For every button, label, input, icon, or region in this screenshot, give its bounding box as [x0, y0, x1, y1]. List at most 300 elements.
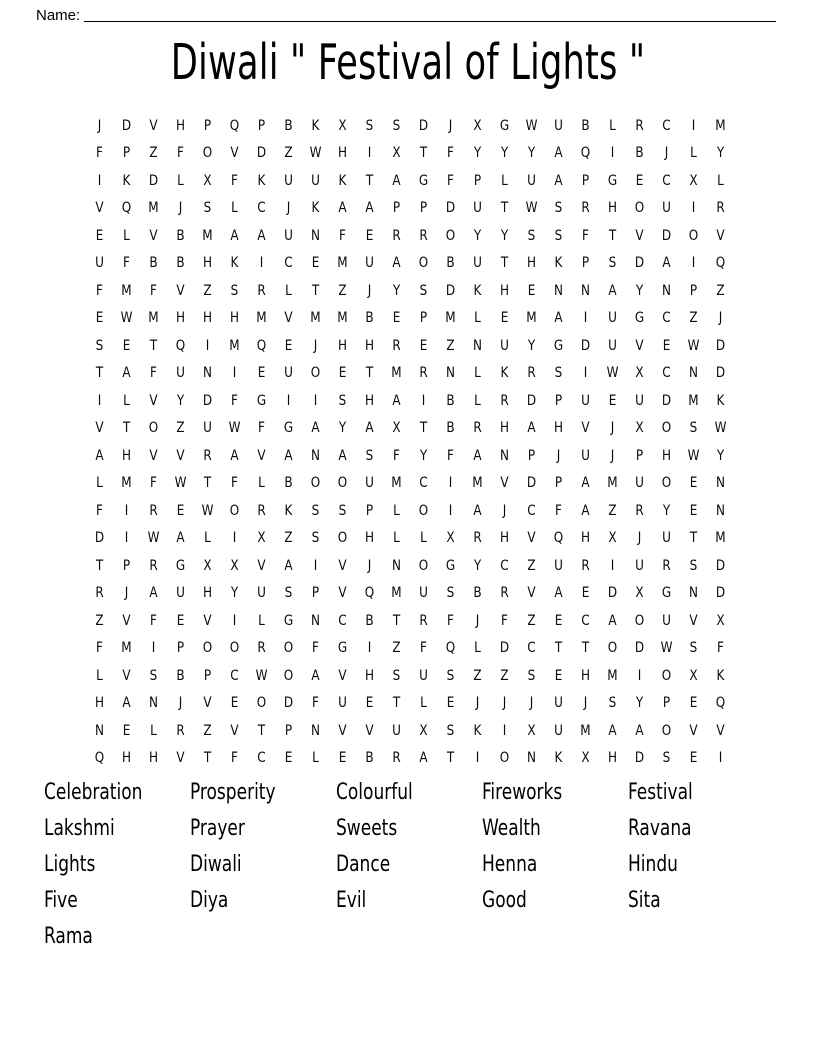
- grid-letter[interactable]: X: [527, 722, 536, 739]
- grid-letter[interactable]: A: [554, 310, 563, 327]
- grid-letter[interactable]: U: [662, 200, 671, 217]
- grid-letter[interactable]: S: [554, 365, 563, 382]
- grid-letter[interactable]: O: [418, 255, 429, 272]
- grid-letter[interactable]: I: [421, 392, 426, 409]
- grid-letter[interactable]: G: [418, 172, 429, 189]
- grid-letter[interactable]: A: [554, 145, 563, 162]
- grid-letter[interactable]: Q: [580, 145, 591, 162]
- grid-letter[interactable]: Y: [473, 557, 482, 574]
- grid-letter[interactable]: J: [529, 695, 534, 712]
- grid-letter[interactable]: L: [150, 722, 157, 739]
- grid-letter[interactable]: B: [284, 475, 293, 492]
- grid-letter[interactable]: U: [527, 172, 536, 189]
- grid-letter[interactable]: F: [447, 447, 454, 464]
- grid-letter[interactable]: F: [96, 640, 103, 657]
- grid-letter[interactable]: V: [338, 585, 347, 602]
- grid-letter[interactable]: L: [609, 117, 616, 134]
- grid-letter[interactable]: I: [610, 557, 615, 574]
- grid-letter[interactable]: G: [175, 557, 186, 574]
- grid-letter[interactable]: O: [202, 640, 213, 657]
- grid-letter[interactable]: I: [313, 392, 318, 409]
- grid-letter[interactable]: I: [259, 255, 264, 272]
- grid-letter[interactable]: V: [257, 557, 266, 574]
- grid-letter[interactable]: R: [581, 557, 590, 574]
- grid-letter[interactable]: I: [691, 200, 696, 217]
- grid-letter[interactable]: P: [122, 145, 131, 162]
- grid-letter[interactable]: P: [581, 172, 590, 189]
- grid-letter[interactable]: F: [231, 392, 238, 409]
- grid-letter[interactable]: C: [419, 475, 428, 492]
- grid-letter[interactable]: E: [122, 722, 131, 739]
- grid-letter[interactable]: H: [580, 667, 591, 684]
- grid-letter[interactable]: P: [554, 392, 563, 409]
- word-list-item[interactable]: Colourful: [336, 780, 413, 805]
- grid-letter[interactable]: U: [581, 447, 590, 464]
- grid-letter[interactable]: P: [203, 667, 212, 684]
- grid-letter[interactable]: U: [392, 722, 401, 739]
- grid-letter[interactable]: H: [499, 282, 510, 299]
- grid-letter[interactable]: I: [232, 530, 237, 547]
- grid-letter[interactable]: U: [284, 365, 293, 382]
- grid-letter[interactable]: C: [230, 667, 239, 684]
- grid-letter[interactable]: U: [662, 612, 671, 629]
- grid-letter[interactable]: S: [554, 227, 563, 244]
- grid-letter[interactable]: X: [689, 667, 698, 684]
- grid-letter[interactable]: W: [525, 117, 538, 134]
- grid-letter[interactable]: J: [583, 695, 588, 712]
- grid-letter[interactable]: I: [367, 640, 372, 657]
- grid-letter[interactable]: C: [662, 117, 671, 134]
- grid-letter[interactable]: U: [176, 365, 185, 382]
- grid-letter[interactable]: K: [122, 172, 131, 189]
- grid-letter[interactable]: L: [177, 172, 184, 189]
- grid-letter[interactable]: E: [122, 337, 131, 354]
- grid-letter[interactable]: V: [365, 722, 374, 739]
- grid-letter[interactable]: R: [203, 447, 212, 464]
- grid-letter[interactable]: J: [718, 310, 723, 327]
- grid-letter[interactable]: I: [583, 365, 588, 382]
- grid-letter[interactable]: D: [526, 475, 537, 492]
- grid-letter[interactable]: J: [610, 447, 615, 464]
- grid-letter[interactable]: I: [448, 475, 453, 492]
- grid-letter[interactable]: A: [122, 365, 131, 382]
- grid-letter[interactable]: N: [662, 282, 671, 299]
- grid-letter[interactable]: I: [475, 750, 480, 767]
- grid-letter[interactable]: H: [364, 392, 375, 409]
- grid-letter[interactable]: T: [500, 255, 509, 272]
- grid-letter[interactable]: V: [176, 750, 185, 767]
- grid-letter[interactable]: Z: [608, 502, 617, 519]
- grid-letter[interactable]: V: [149, 392, 158, 409]
- grid-letter[interactable]: P: [257, 117, 266, 134]
- word-list-item[interactable]: Diya: [190, 888, 229, 913]
- grid-letter[interactable]: L: [474, 392, 481, 409]
- grid-letter[interactable]: U: [662, 530, 671, 547]
- grid-letter[interactable]: C: [257, 200, 266, 217]
- grid-letter[interactable]: S: [311, 502, 320, 519]
- grid-letter[interactable]: D: [94, 530, 105, 547]
- word-list-item[interactable]: Celebration: [44, 780, 143, 805]
- grid-letter[interactable]: V: [95, 200, 104, 217]
- grid-letter[interactable]: H: [148, 750, 159, 767]
- grid-letter[interactable]: O: [283, 640, 294, 657]
- grid-letter[interactable]: H: [94, 695, 105, 712]
- grid-letter[interactable]: H: [364, 530, 375, 547]
- grid-letter[interactable]: L: [717, 172, 724, 189]
- grid-letter[interactable]: O: [634, 612, 645, 629]
- grid-letter[interactable]: H: [526, 255, 537, 272]
- grid-letter[interactable]: E: [95, 310, 104, 327]
- grid-letter[interactable]: N: [311, 227, 320, 244]
- grid-letter[interactable]: U: [257, 585, 266, 602]
- grid-letter[interactable]: F: [555, 502, 562, 519]
- grid-letter[interactable]: J: [475, 695, 480, 712]
- grid-letter[interactable]: A: [527, 420, 536, 437]
- grid-letter[interactable]: F: [312, 695, 319, 712]
- grid-letter[interactable]: D: [715, 585, 726, 602]
- grid-letter[interactable]: J: [502, 695, 507, 712]
- word-list-item[interactable]: Diwali: [190, 852, 242, 877]
- grid-letter[interactable]: D: [715, 365, 726, 382]
- grid-letter[interactable]: D: [661, 227, 672, 244]
- grid-letter[interactable]: F: [231, 750, 238, 767]
- grid-letter[interactable]: V: [230, 722, 239, 739]
- grid-letter[interactable]: E: [635, 172, 644, 189]
- grid-letter[interactable]: W: [228, 420, 241, 437]
- grid-letter[interactable]: H: [121, 750, 132, 767]
- grid-letter[interactable]: S: [338, 502, 347, 519]
- grid-letter[interactable]: E: [446, 695, 455, 712]
- grid-letter[interactable]: Y: [338, 420, 347, 437]
- grid-letter[interactable]: T: [203, 750, 212, 767]
- grid-letter[interactable]: A: [257, 227, 266, 244]
- grid-letter[interactable]: T: [581, 640, 590, 657]
- grid-letter[interactable]: U: [473, 255, 482, 272]
- grid-letter[interactable]: K: [554, 750, 563, 767]
- grid-letter[interactable]: V: [689, 722, 698, 739]
- grid-letter[interactable]: R: [662, 557, 671, 574]
- grid-letter[interactable]: X: [473, 117, 482, 134]
- grid-letter[interactable]: Q: [121, 200, 132, 217]
- grid-letter[interactable]: B: [365, 612, 374, 629]
- grid-letter[interactable]: L: [690, 145, 697, 162]
- grid-letter[interactable]: S: [527, 667, 536, 684]
- grid-letter[interactable]: M: [715, 117, 726, 134]
- grid-letter[interactable]: S: [311, 530, 320, 547]
- grid-letter[interactable]: L: [258, 612, 265, 629]
- grid-letter[interactable]: P: [284, 722, 293, 739]
- grid-letter[interactable]: W: [660, 640, 673, 657]
- grid-letter[interactable]: I: [610, 145, 615, 162]
- grid-letter[interactable]: O: [229, 502, 240, 519]
- grid-letter[interactable]: I: [124, 530, 129, 547]
- grid-letter[interactable]: Z: [446, 337, 455, 354]
- grid-letter[interactable]: A: [554, 585, 563, 602]
- grid-letter[interactable]: K: [230, 255, 239, 272]
- grid-letter[interactable]: O: [661, 667, 672, 684]
- grid-letter[interactable]: N: [500, 447, 509, 464]
- grid-letter[interactable]: O: [607, 640, 618, 657]
- grid-letter[interactable]: O: [661, 722, 672, 739]
- grid-letter[interactable]: M: [202, 227, 213, 244]
- grid-letter[interactable]: E: [608, 392, 617, 409]
- grid-letter[interactable]: S: [554, 200, 563, 217]
- grid-letter[interactable]: D: [715, 337, 726, 354]
- grid-letter[interactable]: H: [229, 310, 240, 327]
- grid-letter[interactable]: T: [365, 172, 374, 189]
- grid-letter[interactable]: X: [635, 365, 644, 382]
- grid-letter[interactable]: N: [203, 365, 212, 382]
- grid-letter[interactable]: Z: [95, 612, 104, 629]
- grid-letter[interactable]: A: [338, 447, 347, 464]
- grid-letter[interactable]: L: [96, 475, 103, 492]
- grid-letter[interactable]: H: [364, 337, 375, 354]
- grid-letter[interactable]: H: [553, 420, 564, 437]
- grid-letter[interactable]: H: [175, 117, 186, 134]
- grid-letter[interactable]: N: [95, 722, 104, 739]
- grid-letter[interactable]: E: [689, 695, 698, 712]
- grid-letter[interactable]: O: [418, 502, 429, 519]
- grid-letter[interactable]: T: [608, 227, 617, 244]
- word-search-grid[interactable]: [86, 112, 734, 772]
- grid-letter[interactable]: A: [581, 502, 590, 519]
- grid-letter[interactable]: U: [635, 392, 644, 409]
- grid-letter[interactable]: D: [445, 200, 456, 217]
- grid-letter[interactable]: A: [311, 667, 320, 684]
- grid-letter[interactable]: E: [365, 227, 374, 244]
- grid-letter[interactable]: F: [150, 282, 157, 299]
- grid-letter[interactable]: Z: [527, 612, 536, 629]
- grid-letter[interactable]: Z: [176, 420, 185, 437]
- grid-letter[interactable]: G: [634, 310, 645, 327]
- grid-letter[interactable]: R: [149, 502, 158, 519]
- grid-letter[interactable]: N: [392, 557, 401, 574]
- grid-letter[interactable]: X: [716, 612, 725, 629]
- grid-letter[interactable]: K: [284, 502, 293, 519]
- grid-letter[interactable]: D: [121, 117, 132, 134]
- grid-letter[interactable]: S: [689, 557, 698, 574]
- grid-letter[interactable]: D: [148, 172, 159, 189]
- grid-letter[interactable]: L: [312, 750, 319, 767]
- grid-letter[interactable]: S: [365, 117, 374, 134]
- grid-letter[interactable]: L: [231, 200, 238, 217]
- grid-letter[interactable]: H: [337, 145, 348, 162]
- grid-letter[interactable]: I: [313, 557, 318, 574]
- grid-letter[interactable]: E: [338, 750, 347, 767]
- word-list-item[interactable]: Wealth: [482, 816, 541, 841]
- grid-letter[interactable]: F: [231, 172, 238, 189]
- grid-letter[interactable]: P: [365, 502, 374, 519]
- grid-letter[interactable]: V: [500, 475, 509, 492]
- grid-letter[interactable]: W: [201, 502, 214, 519]
- grid-letter[interactable]: V: [95, 420, 104, 437]
- grid-letter[interactable]: E: [500, 310, 509, 327]
- grid-letter[interactable]: N: [554, 282, 563, 299]
- grid-letter[interactable]: Z: [392, 640, 401, 657]
- grid-letter[interactable]: T: [446, 750, 455, 767]
- grid-letter[interactable]: N: [716, 502, 725, 519]
- grid-letter[interactable]: D: [445, 282, 456, 299]
- grid-letter[interactable]: D: [202, 392, 213, 409]
- grid-letter[interactable]: Z: [500, 667, 509, 684]
- grid-letter[interactable]: D: [526, 392, 537, 409]
- grid-letter[interactable]: A: [284, 557, 293, 574]
- grid-letter[interactable]: D: [283, 695, 294, 712]
- grid-letter[interactable]: N: [689, 585, 698, 602]
- grid-letter[interactable]: R: [527, 365, 536, 382]
- grid-letter[interactable]: P: [662, 695, 671, 712]
- grid-letter[interactable]: I: [205, 337, 210, 354]
- grid-letter[interactable]: L: [123, 392, 130, 409]
- grid-letter[interactable]: U: [203, 420, 212, 437]
- grid-letter[interactable]: R: [419, 365, 428, 382]
- grid-letter[interactable]: H: [661, 447, 672, 464]
- grid-letter[interactable]: P: [392, 200, 401, 217]
- grid-letter[interactable]: Z: [149, 145, 158, 162]
- grid-letter[interactable]: L: [258, 475, 265, 492]
- grid-letter[interactable]: I: [583, 310, 588, 327]
- grid-letter[interactable]: Q: [364, 585, 375, 602]
- grid-letter[interactable]: Y: [635, 695, 644, 712]
- grid-letter[interactable]: L: [501, 172, 508, 189]
- grid-letter[interactable]: Q: [715, 695, 726, 712]
- grid-letter[interactable]: R: [149, 557, 158, 574]
- grid-letter[interactable]: O: [229, 640, 240, 657]
- grid-letter[interactable]: K: [473, 282, 482, 299]
- grid-letter[interactable]: R: [257, 502, 266, 519]
- grid-letter[interactable]: V: [257, 447, 266, 464]
- grid-letter[interactable]: Y: [176, 392, 185, 409]
- grid-letter[interactable]: G: [499, 117, 510, 134]
- grid-letter[interactable]: U: [176, 585, 185, 602]
- grid-letter[interactable]: F: [717, 640, 724, 657]
- grid-letter[interactable]: A: [554, 172, 563, 189]
- grid-letter[interactable]: L: [474, 365, 481, 382]
- grid-letter[interactable]: P: [419, 310, 428, 327]
- grid-letter[interactable]: D: [634, 255, 645, 272]
- grid-letter[interactable]: J: [502, 502, 507, 519]
- grid-letter[interactable]: C: [500, 557, 509, 574]
- grid-letter[interactable]: R: [473, 420, 482, 437]
- grid-letter[interactable]: X: [230, 557, 239, 574]
- grid-letter[interactable]: X: [635, 420, 644, 437]
- grid-letter[interactable]: E: [554, 667, 563, 684]
- grid-letter[interactable]: V: [149, 447, 158, 464]
- grid-letter[interactable]: C: [338, 612, 347, 629]
- grid-letter[interactable]: R: [500, 585, 509, 602]
- grid-letter[interactable]: F: [447, 145, 454, 162]
- grid-letter[interactable]: T: [149, 337, 158, 354]
- grid-letter[interactable]: H: [337, 337, 348, 354]
- grid-letter[interactable]: E: [689, 502, 698, 519]
- grid-letter[interactable]: Z: [203, 722, 212, 739]
- grid-letter[interactable]: A: [122, 695, 131, 712]
- grid-letter[interactable]: S: [608, 695, 617, 712]
- grid-letter[interactable]: Z: [716, 282, 725, 299]
- word-list-item[interactable]: Rama: [44, 924, 93, 949]
- word-list-item[interactable]: Evil: [336, 888, 367, 913]
- grid-letter[interactable]: T: [365, 365, 374, 382]
- grid-letter[interactable]: E: [689, 475, 698, 492]
- grid-letter[interactable]: V: [635, 337, 644, 354]
- grid-letter[interactable]: S: [149, 667, 158, 684]
- grid-letter[interactable]: R: [635, 117, 644, 134]
- grid-letter[interactable]: Y: [473, 227, 482, 244]
- grid-letter[interactable]: B: [284, 117, 293, 134]
- grid-letter[interactable]: U: [95, 255, 104, 272]
- grid-letter[interactable]: A: [662, 255, 671, 272]
- grid-letter[interactable]: S: [689, 420, 698, 437]
- grid-letter[interactable]: Q: [175, 337, 186, 354]
- grid-letter[interactable]: K: [554, 255, 563, 272]
- grid-letter[interactable]: W: [120, 310, 133, 327]
- grid-letter[interactable]: J: [124, 585, 129, 602]
- grid-letter[interactable]: P: [554, 475, 563, 492]
- grid-letter[interactable]: T: [95, 365, 104, 382]
- grid-letter[interactable]: Z: [689, 310, 698, 327]
- grid-letter[interactable]: B: [176, 227, 185, 244]
- grid-letter[interactable]: S: [446, 667, 455, 684]
- grid-letter[interactable]: K: [500, 365, 509, 382]
- grid-letter[interactable]: Q: [553, 530, 564, 547]
- grid-letter[interactable]: P: [122, 557, 131, 574]
- grid-letter[interactable]: D: [580, 337, 591, 354]
- grid-letter[interactable]: P: [635, 447, 644, 464]
- grid-letter[interactable]: X: [689, 172, 698, 189]
- grid-letter[interactable]: J: [610, 420, 615, 437]
- grid-letter[interactable]: C: [257, 750, 266, 767]
- grid-letter[interactable]: U: [284, 227, 293, 244]
- grid-letter[interactable]: T: [500, 200, 509, 217]
- grid-letter[interactable]: T: [122, 420, 131, 437]
- word-list-item[interactable]: Festival: [628, 780, 693, 805]
- grid-letter[interactable]: S: [419, 282, 428, 299]
- grid-letter[interactable]: F: [420, 640, 427, 657]
- grid-letter[interactable]: R: [392, 337, 401, 354]
- grid-letter[interactable]: G: [445, 557, 456, 574]
- grid-letter[interactable]: T: [257, 722, 266, 739]
- grid-letter[interactable]: L: [474, 640, 481, 657]
- grid-letter[interactable]: U: [608, 310, 617, 327]
- grid-letter[interactable]: S: [230, 282, 239, 299]
- grid-letter[interactable]: W: [147, 530, 160, 547]
- grid-letter[interactable]: H: [202, 310, 213, 327]
- grid-letter[interactable]: X: [203, 557, 212, 574]
- grid-letter[interactable]: R: [257, 640, 266, 657]
- grid-letter[interactable]: R: [419, 227, 428, 244]
- grid-letter[interactable]: A: [338, 200, 347, 217]
- grid-letter[interactable]: U: [419, 667, 428, 684]
- grid-letter[interactable]: I: [286, 392, 291, 409]
- grid-letter[interactable]: U: [311, 172, 320, 189]
- grid-letter[interactable]: Y: [716, 145, 725, 162]
- grid-letter[interactable]: Y: [473, 145, 482, 162]
- grid-letter[interactable]: Y: [716, 447, 725, 464]
- grid-letter[interactable]: K: [716, 667, 725, 684]
- grid-letter[interactable]: I: [232, 612, 237, 629]
- grid-letter[interactable]: S: [446, 585, 455, 602]
- grid-letter[interactable]: W: [255, 667, 268, 684]
- grid-letter[interactable]: F: [123, 255, 130, 272]
- grid-letter[interactable]: Y: [230, 585, 239, 602]
- word-list-item[interactable]: Lights: [44, 852, 96, 877]
- grid-letter[interactable]: G: [283, 612, 294, 629]
- grid-letter[interactable]: E: [338, 365, 347, 382]
- grid-letter[interactable]: N: [149, 695, 158, 712]
- grid-letter[interactable]: D: [634, 640, 645, 657]
- grid-letter[interactable]: R: [419, 612, 428, 629]
- grid-letter[interactable]: F: [150, 612, 157, 629]
